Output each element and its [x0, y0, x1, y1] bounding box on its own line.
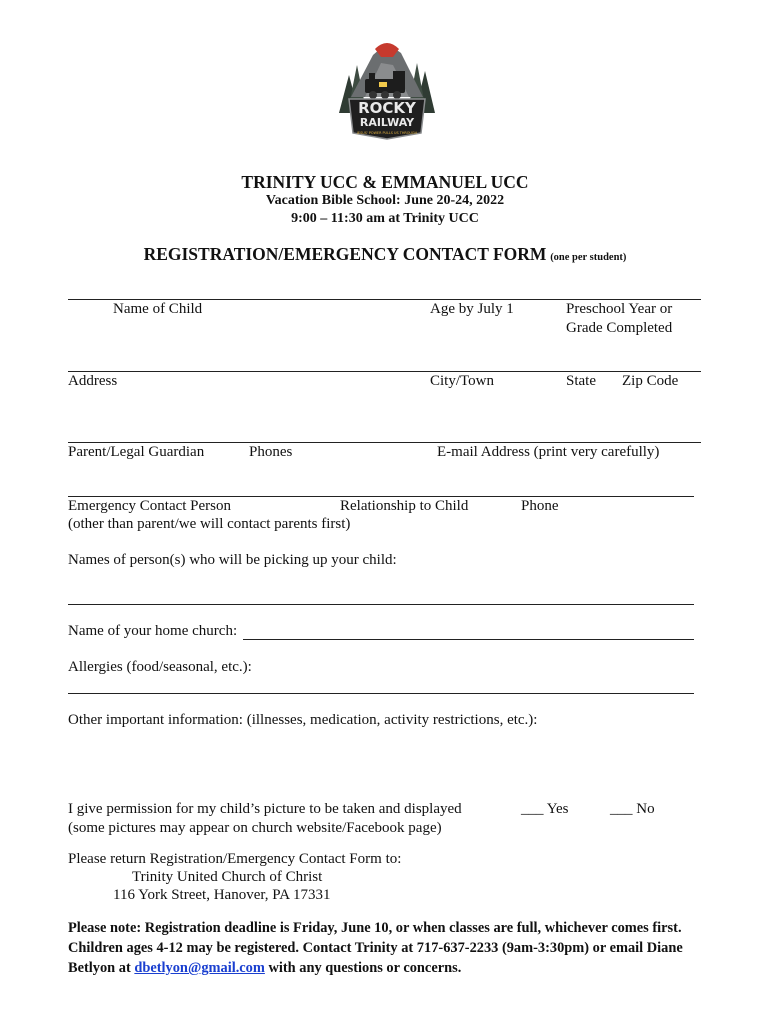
guardian-label: Parent/Legal Guardian: [68, 444, 205, 460]
email-link[interactable]: dbetlyon@gmail.com: [134, 960, 265, 976]
city-label: City/Town: [430, 373, 494, 389]
state-label: State: [566, 373, 596, 389]
pickup-label: Names of person(s) who will be picking up your child:: [68, 552, 397, 568]
phones-label: Phones: [249, 444, 293, 460]
relationship-label: Relationship to Child: [340, 498, 469, 514]
other-info-label: Other important information: (illnesses, medication, activity restrictions, etc.):: [68, 712, 538, 728]
logo-text-railway: RAILWAY: [359, 116, 415, 129]
permission-line2: (some pictures may appear on church website/Facebook page): [68, 820, 442, 836]
page-title: TRINITY UCC & EMMANUEL UCC: [241, 172, 529, 192]
form-title: REGISTRATION/EMERGENCY CONTACT FORM: [143, 244, 547, 264]
note-text-start: Please note: Registration deadline is Friday, June 10, or when classes are full, whichever comes first. Children ages 4-12 may be registered. Contact Trinity at 717-637-2233 (9am-3:30pm) or email Diane Betlyon at: [68, 920, 683, 976]
emergency-line[interactable]: [68, 496, 694, 497]
form-title-note: (one per student): [550, 252, 627, 263]
note-text-end: with any questions or concerns.: [264, 960, 462, 976]
logo-text-rocky: ROCKY: [358, 99, 416, 117]
registration-note: [68, 918, 708, 978]
emergency-note: (other than parent/we will contact parents first): [68, 516, 351, 532]
event-time: 9:00 – 11:30 am at Trinity UCC: [291, 211, 479, 226]
pickup-line[interactable]: [68, 604, 694, 605]
guardian-line[interactable]: [68, 442, 701, 443]
rocky-railway-logo: [335, 35, 439, 147]
age-label: Age by July 1: [430, 301, 514, 317]
allergies-line[interactable]: [68, 693, 694, 694]
form-title-row: [0, 244, 770, 265]
logo-tagline: JESUS' POWER PULLS US THROUGH: [356, 131, 418, 135]
return-address: 116 York Street, Hanover, PA 17331: [113, 887, 331, 903]
child-info-line[interactable]: [68, 299, 701, 300]
allergies-label: Allergies (food/seasonal, etc.):: [68, 659, 252, 675]
grade-label-line1: Preschool Year or: [566, 301, 673, 317]
emergency-contact-label: Emergency Contact Person: [68, 498, 232, 514]
home-church-line[interactable]: [243, 639, 694, 640]
permission-line1: I give permission for my child’s picture to be taken and displayed: [68, 801, 462, 817]
email-label: E-mail Address (print very carefully): [437, 444, 660, 460]
return-church-name: Trinity United Church of Christ: [132, 869, 323, 885]
return-instructions: Please return Registration/Emergency Contact Form to:: [68, 851, 402, 867]
permission-yes[interactable]: ___ Yes: [521, 801, 569, 817]
address-line[interactable]: [68, 371, 701, 372]
grade-label-line2: Grade Completed: [566, 320, 673, 336]
home-church-label: Name of your home church:: [68, 623, 238, 639]
permission-no[interactable]: ___ No: [610, 801, 655, 817]
name-of-child-label: Name of Child: [113, 301, 203, 317]
emergency-phone-label: Phone: [521, 498, 559, 514]
address-label: Address: [68, 373, 118, 389]
event-dates: Vacation Bible School: June 20-24, 2022: [265, 193, 505, 208]
zip-label: Zip Code: [622, 373, 679, 389]
